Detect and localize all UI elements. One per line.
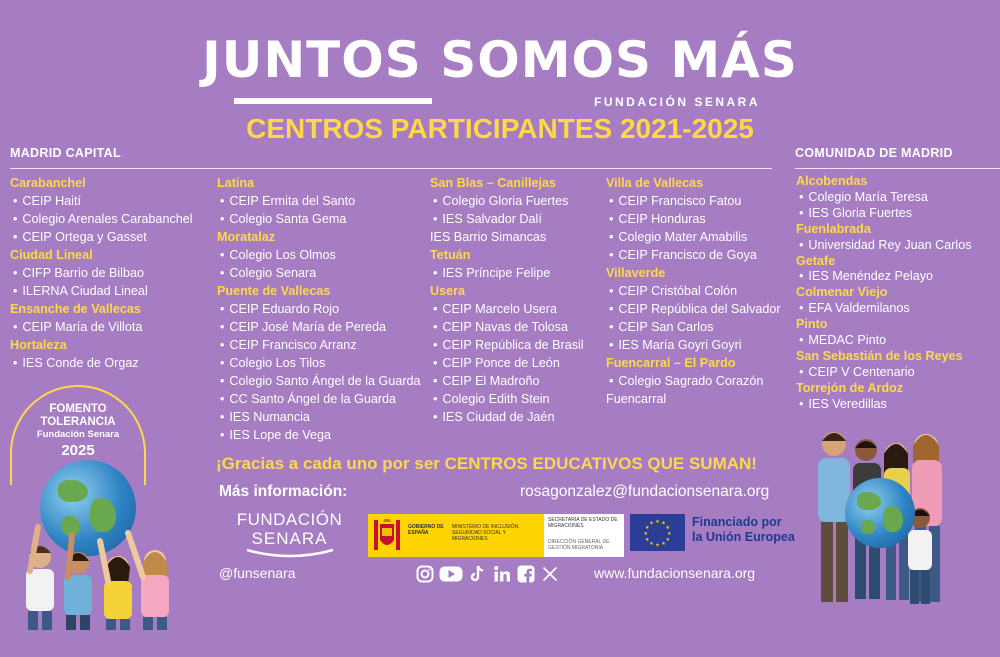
school-item: • CEIP Ortega y Gasset xyxy=(10,228,193,246)
svg-text:★: ★ xyxy=(649,520,654,527)
gov-espana-text: GOBIERNO DE ESPAÑA xyxy=(408,524,444,536)
thanks-message: ¡Gracias a cada uno por ser CENTROS EDUCATIVOS QUE SUMAN! xyxy=(216,454,757,473)
school-item: • CIFP Barrio de Bilbao xyxy=(10,264,193,282)
eu-line-2: la Unión Europea xyxy=(692,530,795,544)
social-icons xyxy=(415,564,559,583)
gov-ministry-text: MINISTERIO DE INCLUSIÓN, SEGURIDAD SOCIAL Y MIGRACIONES xyxy=(452,524,520,542)
district-heading: Puente de Vallecas xyxy=(217,284,331,298)
school-item: • ILERNA Ciudad Lineal xyxy=(10,282,193,300)
school-item: IES Barrio Simancas xyxy=(430,230,547,244)
subtitle: CENTROS PARTICIPANTES 2021-2025 xyxy=(246,113,754,144)
madrid-capital-divider xyxy=(10,168,772,169)
district-heading: Hortaleza xyxy=(10,338,67,352)
school-item: • IES Salvador Dalí xyxy=(430,210,584,228)
contact-email[interactable]: rosagonzalez@fundacionsenara.org xyxy=(520,483,770,500)
school-item: • CEIP El Madroño xyxy=(430,372,584,390)
school-item: • CEIP Eduardo Rojo xyxy=(217,300,421,318)
school-item: • CC Santo Ángel de la Guarda xyxy=(217,390,421,408)
government-logo xyxy=(368,514,624,557)
school-item: • MEDAC Pinto xyxy=(796,333,972,349)
more-info-label: Más información: xyxy=(219,483,348,500)
school-item: • CEIP Francisco Fatou xyxy=(606,192,781,210)
school-item: • Colegio Sagrado Corazón xyxy=(606,372,781,390)
fundacion-senara-logo xyxy=(232,510,347,558)
school-item: • CEIP María de Villota xyxy=(10,318,193,336)
school-item: • CEIP Francisco Arranz xyxy=(217,336,421,354)
district-heading: Fuencarral – El Pardo xyxy=(606,356,736,370)
title-underline xyxy=(234,98,432,104)
school-item: • Colegio Edith Stein xyxy=(430,390,584,408)
school-item: • Colegio Mater Amabilis xyxy=(606,228,781,246)
svg-text:★: ★ xyxy=(665,536,671,543)
svg-text:★: ★ xyxy=(649,541,654,547)
school-item: • IES Menéndez Pelayo xyxy=(796,269,972,285)
children-illustration xyxy=(10,515,180,630)
eu-flag-icon xyxy=(630,514,685,551)
district-heading: Ciudad Lineal xyxy=(10,248,93,262)
school-item: • IES Gloria Fuertes xyxy=(796,206,972,222)
school-item: • CEIP Honduras xyxy=(606,210,781,228)
schools-column-2 xyxy=(217,174,421,444)
school-item: • CEIP Ponce de León xyxy=(430,354,584,372)
badge-line-1: FOMENTO xyxy=(49,403,107,415)
schools-column-comunidad xyxy=(796,174,972,413)
school-item: • Colegio Los Tilos xyxy=(217,354,421,372)
main-title: JUNTOS SOMOS MÁS xyxy=(202,31,798,89)
badge-year: 2025 xyxy=(61,442,95,459)
school-item: • Colegio Gloria Fuertes xyxy=(430,192,584,210)
district-heading: Torrejón de Ardoz xyxy=(796,380,904,395)
social-handle[interactable]: @funsenara xyxy=(219,565,296,581)
badge-line-3: Fundación Senara xyxy=(36,429,120,440)
school-item: • CEIP República de Brasil xyxy=(430,336,584,354)
svg-text:★: ★ xyxy=(667,530,672,537)
svg-text:★: ★ xyxy=(665,524,671,531)
gov-direccion-text: DIRECCIÓN GENERAL DE GESTIÓN MIGRATORIA xyxy=(548,539,610,551)
school-item: • IES Veredillas xyxy=(796,397,972,413)
school-item: • IES Ciudad de Jaén xyxy=(430,408,584,426)
school-item: • CEIP José María de Pereda xyxy=(217,318,421,336)
badge-line-2: TOLERANCIA xyxy=(40,416,116,428)
school-item: Fuencarral xyxy=(606,392,667,406)
logo-swoosh-icon xyxy=(245,548,335,558)
district-heading: Tetuán xyxy=(430,248,471,262)
foundation-tag: FUNDACIÓN SENARA xyxy=(594,95,760,109)
school-item: • Colegio Senara xyxy=(217,264,421,282)
schools-column-3 xyxy=(430,174,584,426)
school-item: • CEIP V Centenario xyxy=(796,365,972,381)
svg-text:★: ★ xyxy=(661,541,666,547)
district-heading: Fuenlabrada xyxy=(796,221,871,236)
school-item: • CEIP Navas de Tolosa xyxy=(430,318,584,336)
district-heading: Getafe xyxy=(796,253,836,268)
svg-text:★: ★ xyxy=(643,530,648,537)
eu-funding-text xyxy=(692,515,795,545)
school-item: • IES Numancia xyxy=(217,408,421,426)
district-heading: Alcobendas xyxy=(796,174,868,188)
school-item: • IES Conde de Orgaz xyxy=(10,354,193,372)
linkedin-icon[interactable] xyxy=(492,564,511,583)
district-heading: Ensanche de Vallecas xyxy=(10,302,141,316)
district-heading: Villaverde xyxy=(606,266,666,280)
school-item: • CEIP Haití xyxy=(10,192,193,210)
school-item: • Colegio María Teresa xyxy=(796,190,972,206)
svg-text:★: ★ xyxy=(661,520,666,527)
school-item: • Colegio Los Olmos xyxy=(217,246,421,264)
instagram-icon[interactable] xyxy=(415,564,434,583)
svg-text:★: ★ xyxy=(644,524,650,531)
district-heading: San Blas – Canillejas xyxy=(430,176,556,190)
school-item: • CEIP Ermita del Santo xyxy=(217,192,421,210)
schools-column-4 xyxy=(606,174,781,408)
school-item: • IES Príncipe Felipe xyxy=(430,264,584,282)
school-item: • Colegio Santo Ángel de la Guarda xyxy=(217,372,421,390)
school-item: • IES María Goyri Goyri xyxy=(606,336,781,354)
school-item: • Colegio Arenales Carabanchel xyxy=(10,210,193,228)
logo-line-1: FUNDACIÓN xyxy=(236,510,343,529)
school-item: • CEIP Francisco de Goya xyxy=(606,246,781,264)
spain-shield-icon xyxy=(372,518,402,553)
eu-line-1: Financiado por xyxy=(692,515,782,529)
school-item: • CEIP República del Salvador xyxy=(606,300,781,318)
facebook-icon[interactable] xyxy=(516,564,535,583)
tiktok-icon[interactable] xyxy=(468,564,487,583)
district-heading: Pinto xyxy=(796,317,828,332)
x-icon[interactable] xyxy=(540,564,559,583)
school-item: • Colegio Santa Gema xyxy=(217,210,421,228)
comunidad-madrid-heading: COMUNIDAD DE MADRID xyxy=(795,146,953,160)
globe-icon xyxy=(845,478,915,548)
district-heading: San Sebastián de los Reyes xyxy=(796,348,963,363)
website-link[interactable]: www.fundacionsenara.org xyxy=(594,565,756,581)
svg-text:★: ★ xyxy=(655,542,660,549)
svg-text:★: ★ xyxy=(644,536,650,543)
svg-text:★: ★ xyxy=(655,519,660,525)
district-heading: Carabanchel xyxy=(10,176,86,190)
school-item: • Universidad Rey Juan Carlos xyxy=(796,238,972,254)
youtube-icon[interactable] xyxy=(439,564,463,583)
district-heading: Colmenar Viejo xyxy=(796,285,888,300)
madrid-capital-heading: MADRID CAPITAL xyxy=(10,146,121,160)
gov-secretaria-text: SECRETARÍA DE ESTADO DE MIGRACIONES xyxy=(548,517,618,529)
school-item: • CEIP San Carlos xyxy=(606,318,781,336)
school-item: • CEIP Cristóbal Colón xyxy=(606,282,781,300)
comunidad-madrid-divider xyxy=(795,168,1000,169)
logo-line-2: SENARA xyxy=(251,529,328,548)
school-item: • IES Lope de Vega xyxy=(217,426,421,444)
district-heading: Villa de Vallecas xyxy=(606,176,704,190)
district-heading: Moratalaz xyxy=(217,230,276,244)
schools-column-1 xyxy=(10,174,193,372)
district-heading: Usera xyxy=(430,284,466,298)
school-item: • EFA Valdemilanos xyxy=(796,301,972,317)
school-item: • CEIP Marcelo Usera xyxy=(430,300,584,318)
district-heading: Latina xyxy=(217,176,255,190)
